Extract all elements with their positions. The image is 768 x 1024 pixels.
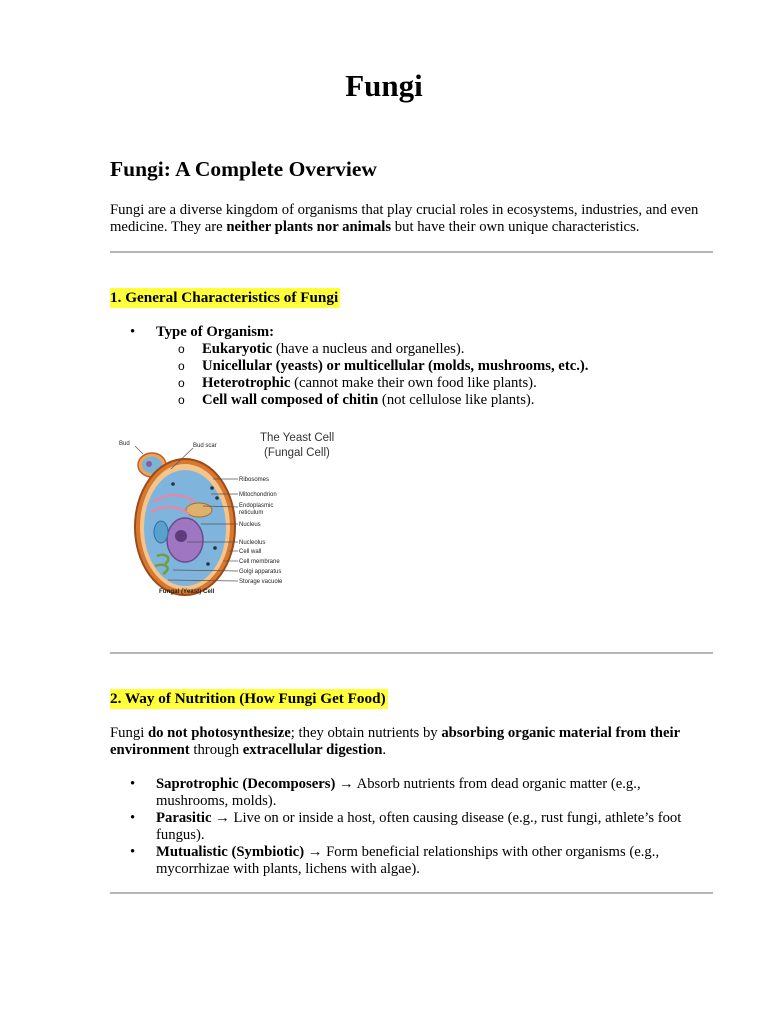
label-reticulum: reticulum bbox=[239, 510, 264, 516]
bullet-icon: • bbox=[130, 776, 136, 792]
label-ribosomes: Ribosomes bbox=[239, 477, 270, 483]
intro-text: through bbox=[189, 742, 243, 758]
bullet-icon: • bbox=[130, 324, 136, 340]
intro-text: Fungi are a diverse kingdom of organisms that play crucial roles in ecosystems, industries, and even medicine. They are bbox=[110, 202, 699, 235]
arrow-icon: → bbox=[335, 776, 357, 792]
characteristics-list bbox=[110, 324, 713, 409]
label-golgi: Golgi apparatus bbox=[239, 569, 282, 575]
figure-title: The Yeast Cell bbox=[260, 432, 335, 444]
divider bbox=[110, 892, 713, 894]
intro-bold: neither plants nor animals bbox=[226, 219, 392, 235]
figure-subtitle: (Fungal Cell) bbox=[264, 447, 330, 459]
item-text: (have a nucleus and organelles). bbox=[272, 341, 465, 357]
document-subtitle: Fungi: A Complete Overview bbox=[110, 157, 377, 181]
arrow-icon: → bbox=[211, 810, 234, 826]
label-bud-scar: Bud scar bbox=[193, 443, 217, 449]
label-bud: Bud bbox=[119, 441, 130, 447]
section-1-heading: 1. General Characteristics of Fungi bbox=[110, 289, 339, 306]
storage-vacuole-shape bbox=[154, 521, 168, 543]
label-cell-membrane: Cell membrane bbox=[239, 559, 280, 565]
label-mitochondrion: Mitochondrion bbox=[239, 492, 277, 498]
label-cell-wall: Cell wall bbox=[239, 549, 262, 555]
divider bbox=[110, 652, 713, 654]
mitochondrion-shape bbox=[186, 503, 212, 517]
item-text: (cannot make their own food like plants). bbox=[290, 375, 537, 391]
item-text: (not cellulose like plants). bbox=[378, 392, 535, 408]
intro-text: . bbox=[382, 742, 387, 758]
list-item bbox=[110, 324, 713, 409]
intro-bold: absorbing organic material from their environment bbox=[110, 725, 680, 758]
item-bold: Saprotrophic (Decomposers) bbox=[156, 776, 336, 792]
item-bold: Heterotrophic bbox=[202, 375, 291, 391]
sub-bullet-icon: o bbox=[178, 342, 185, 356]
item-bold: Eukaryotic bbox=[202, 341, 273, 357]
yeast-cell-diagram bbox=[113, 424, 343, 600]
intro-text: ; they obtain nutrients by bbox=[290, 725, 442, 741]
sub-list-item bbox=[110, 375, 713, 392]
item-bold: Mutualistic (Symbiotic) bbox=[156, 844, 305, 860]
sub-list-item bbox=[110, 358, 713, 375]
sub-list-item bbox=[110, 392, 713, 409]
bullet-label: Type of Organism: bbox=[156, 324, 275, 340]
divider bbox=[110, 251, 713, 253]
intro-text: Fungi bbox=[110, 725, 148, 741]
page-title: Fungi bbox=[345, 68, 423, 103]
bud-nucleus bbox=[146, 461, 152, 467]
sub-bullet-icon: o bbox=[178, 376, 185, 390]
label-endoplasmic: Endoplasmic bbox=[239, 503, 274, 509]
item-text: Live on or inside a host, often causing disease (e.g., rust fungi, athlete’s foot fungus). bbox=[156, 810, 682, 843]
sub-list-item bbox=[110, 341, 713, 358]
sub-list bbox=[156, 341, 713, 409]
label-storage-vacuole: Storage vacuole bbox=[239, 579, 283, 585]
intro-paragraph bbox=[110, 202, 713, 236]
arrow-icon: → bbox=[304, 844, 327, 860]
sub-bullet-icon: o bbox=[178, 393, 185, 407]
nutrition-list bbox=[110, 776, 713, 878]
intro-text-end: but have their own unique characteristics. bbox=[391, 219, 640, 235]
nutrition-intro bbox=[110, 725, 713, 759]
bullet-icon: • bbox=[130, 810, 136, 826]
intro-bold: do not photosynthesize bbox=[147, 725, 291, 741]
item-bold: Parasitic bbox=[156, 810, 212, 826]
list-item bbox=[110, 844, 713, 878]
label-nucleus: Nucleus bbox=[239, 522, 261, 528]
bullet-icon: • bbox=[130, 844, 136, 860]
item-text: Absorb nutrients from dead organic matter (e.g., mushrooms, molds). bbox=[156, 776, 641, 809]
item-bold: Cell wall composed of chitin bbox=[202, 392, 379, 408]
section-2-heading: 2. Way of Nutrition (How Fungi Get Food) bbox=[110, 690, 386, 707]
figure-caption: Fungal (Yeast) Cell bbox=[159, 588, 215, 595]
list-item bbox=[110, 776, 713, 810]
nucleolus-shape bbox=[175, 530, 187, 542]
sub-bullet-icon: o bbox=[178, 359, 185, 373]
label-nucleolus: Nucleolus bbox=[239, 540, 266, 546]
intro-bold: extracellular digestion bbox=[242, 742, 383, 758]
item-text: Form beneficial relationships with other organisms (e.g., mycorrhizae with plants, lichens with algae). bbox=[156, 844, 660, 877]
list-item bbox=[110, 810, 713, 844]
item-bold: Unicellular (yeasts) or multicellular (molds, mushrooms, etc.). bbox=[202, 358, 589, 374]
